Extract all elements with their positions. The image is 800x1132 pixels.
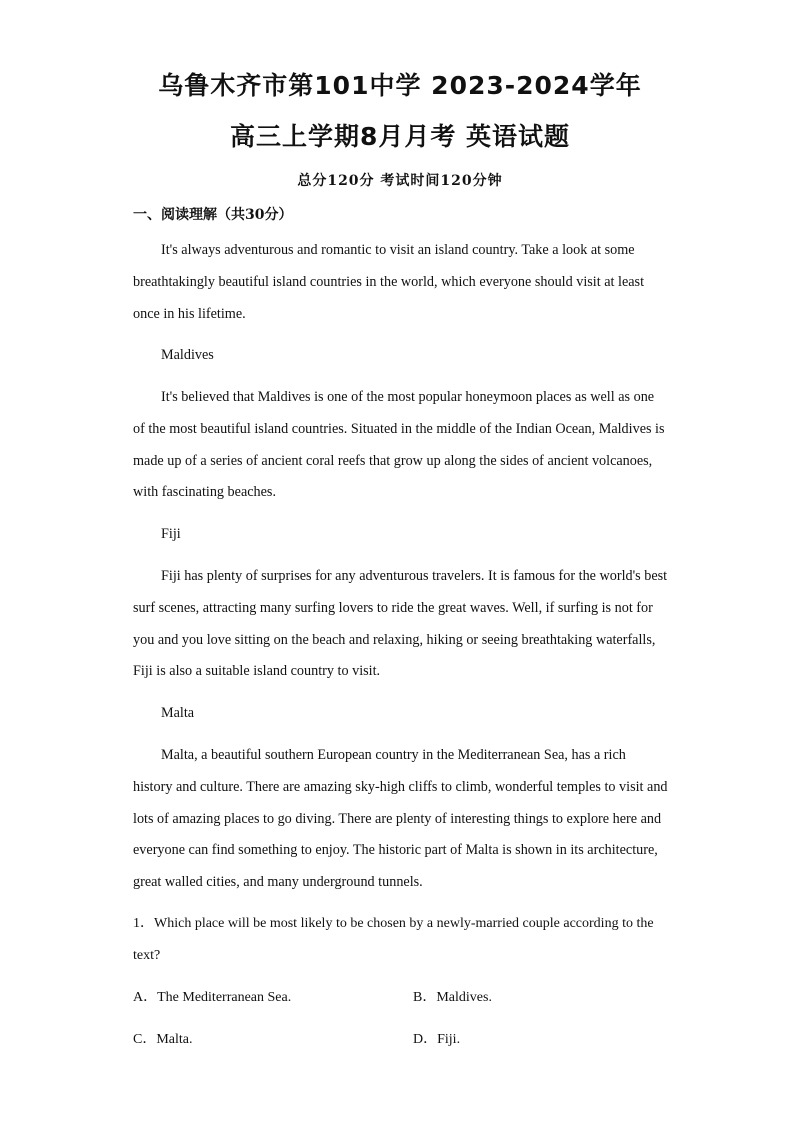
intro-line: breathtakingly beautiful island countries in the world, which everyone should visit at least [133, 274, 645, 290]
fiji-line: Fiji is also a suitable island country to visit. [133, 663, 381, 679]
option-b: B．Maldives. [413, 990, 492, 1005]
exam-title-line2: 高三上学期8月月考 英语试题 [229, 122, 571, 151]
exam-subtitle: 总分120分 考试时间120分钟 [297, 173, 503, 189]
intro-line: It's always adventurous and romantic to visit an island country. Take a look at some [161, 242, 635, 258]
malta-heading: Malta [161, 705, 195, 721]
maldives-line: with fascinating beaches. [133, 484, 277, 500]
malta-line: lots of amazing places to go diving. There are plenty of interesting things to explore here and [133, 811, 662, 827]
intro-line: once in his lifetime. [133, 306, 246, 322]
fiji-line: you and you love sitting on the beach and relaxing, hiking or seeing breathtaking waterfalls, [133, 632, 656, 648]
section-heading: 一、阅读理解（共30分） [133, 207, 293, 223]
option-d: D．Fiji. [413, 1032, 461, 1047]
exam-title-line1: 乌鲁木齐市第101中学 2023-2024学年 [158, 71, 642, 100]
maldives-line: made up of a series of ancient coral reefs that grow up along the sides of ancient volcanoes, [133, 453, 653, 469]
question-1-stem-cont: text? [133, 948, 161, 963]
option-a: A．The Mediterranean Sea. [133, 990, 292, 1005]
fiji-line: surf scenes, attracting many surfing lovers to ride the great waves. Well, if surfing is not for [133, 600, 653, 616]
malta-line: Malta, a beautiful southern European country in the Mediterranean Sea, has a rich [161, 747, 626, 763]
maldives-line: It's believed that Maldives is one of the most popular honeymoon places as well as one [161, 389, 655, 405]
question-1-stem: 1．Which place will be most likely to be chosen by a newly-married couple according to the [133, 916, 654, 931]
option-c: C．Malta. [133, 1032, 193, 1047]
malta-line: great walled cities, and many underground tunnels. [133, 874, 423, 890]
fiji-line: Fiji has plenty of surprises for any adventurous travelers. It is famous for the world's best [161, 568, 668, 584]
malta-line: everyone can find something to enjoy. The historic part of Malta is shown in its architecture, [133, 842, 658, 858]
maldives-heading: Maldives [161, 347, 214, 363]
fiji-heading: Fiji [161, 526, 181, 542]
malta-line: history and culture. There are amazing sky-high cliffs to climb, wonderful temples to visit and [133, 779, 668, 795]
maldives-line: of the most beautiful island countries. Situated in the middle of the Indian Ocean, Maldives is [133, 421, 665, 437]
